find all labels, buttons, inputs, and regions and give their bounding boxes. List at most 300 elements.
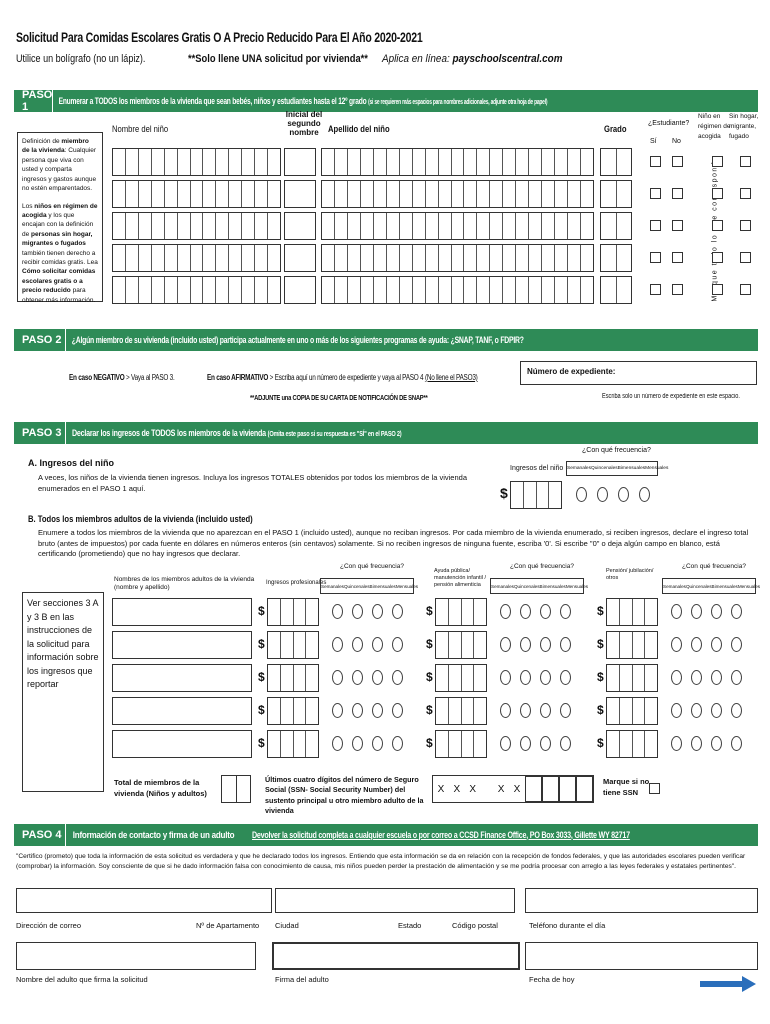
freq-radio[interactable] bbox=[332, 703, 343, 718]
char-cell bbox=[601, 181, 617, 207]
char-cell bbox=[361, 245, 374, 271]
char-cell bbox=[555, 181, 568, 207]
char-cell bbox=[426, 213, 439, 239]
char-cell bbox=[361, 213, 374, 239]
freq-radio[interactable] bbox=[520, 670, 531, 685]
paso1-step: PASO 1 bbox=[14, 90, 53, 112]
child-first-name[interactable] bbox=[112, 276, 281, 304]
char-cell bbox=[529, 181, 542, 207]
paso4-text: Información de contacto y firma de un adulto bbox=[72, 829, 235, 841]
freq-radio[interactable] bbox=[711, 703, 722, 718]
char-cell bbox=[439, 277, 452, 303]
work-income-field[interactable] bbox=[267, 598, 319, 626]
freq-radio[interactable] bbox=[352, 604, 363, 619]
char-cell bbox=[335, 277, 348, 303]
assist-income-field[interactable] bbox=[435, 631, 487, 659]
next-page-arrow-icon[interactable] bbox=[700, 976, 756, 992]
ssn-field[interactable] bbox=[432, 775, 594, 803]
foster-checkbox[interactable] bbox=[712, 284, 723, 295]
child-last-name[interactable] bbox=[321, 276, 594, 304]
signature-input[interactable] bbox=[272, 942, 520, 970]
address-label: Dirección de correo bbox=[16, 921, 82, 930]
char-cell bbox=[449, 599, 462, 625]
student-yes-checkbox[interactable] bbox=[650, 284, 661, 295]
pension-income-field[interactable] bbox=[606, 631, 658, 659]
char-cell bbox=[285, 245, 315, 271]
child-initial[interactable] bbox=[284, 276, 316, 304]
child-grade[interactable] bbox=[600, 276, 632, 304]
freq-radio[interactable] bbox=[540, 703, 551, 718]
homeless-checkbox[interactable] bbox=[740, 220, 751, 231]
child-initial[interactable] bbox=[284, 244, 316, 272]
char-cell bbox=[306, 632, 318, 658]
freq-radio[interactable] bbox=[520, 637, 531, 652]
char-cell bbox=[400, 245, 413, 271]
char-cell bbox=[464, 245, 477, 271]
freq-radio[interactable] bbox=[711, 604, 722, 619]
freq-radio[interactable] bbox=[731, 670, 742, 685]
assist-income-field[interactable] bbox=[435, 664, 487, 692]
freq-radio[interactable] bbox=[520, 736, 531, 751]
freq-radio[interactable] bbox=[576, 487, 587, 502]
member-definition: Definición de miembro de la vivienda: Cualquier persona que viva con usted y comparta ingresos y gastos aunque no estén emparentados. bbox=[22, 138, 97, 193]
date-label: Fecha de hoy bbox=[529, 975, 575, 984]
char-cell bbox=[645, 731, 657, 757]
freq-radio[interactable] bbox=[500, 670, 511, 685]
freq-option-label: Bimensuales bbox=[711, 583, 738, 589]
income-side-note: Ver secciones 3 A y 3 B en las instrucciones de la solicitud para información sobre los ingresos que reportar bbox=[22, 592, 104, 792]
freq-radio[interactable] bbox=[352, 703, 363, 718]
assist-income-field[interactable] bbox=[435, 697, 487, 725]
foster-checkbox[interactable] bbox=[712, 188, 723, 199]
char-cell bbox=[503, 149, 516, 175]
signer-name-input[interactable] bbox=[16, 942, 256, 970]
freq-radio[interactable] bbox=[540, 604, 551, 619]
certify-text: "Certifico (prometo) que toda la información de esta solicitud es verdadera y que he declarado todos los ingresos. Entiendo que esta información se da en relación con la recepción de fondos federales, y que las autoridades escolares pueden verificar (comprobar) la información. Soy consciente de que si he dado información falsa con conocimiento de causa, mis niños pueden perder la prestación de alimentación y se me podría procesar con arreglo a las leyes federales y estatales pertinentes". bbox=[16, 853, 746, 870]
dollar-sign: $ bbox=[597, 670, 604, 684]
freq-radio[interactable] bbox=[711, 637, 722, 652]
child-grade[interactable] bbox=[600, 212, 632, 240]
paso1-title bbox=[53, 96, 547, 107]
char-cell bbox=[229, 181, 242, 207]
char-cell bbox=[126, 213, 139, 239]
freq-radio[interactable] bbox=[540, 736, 551, 751]
freq-radio[interactable] bbox=[392, 604, 403, 619]
char-cell bbox=[516, 277, 529, 303]
col-foster: Niño en régimen de acogida bbox=[698, 113, 731, 140]
freq-radio[interactable] bbox=[560, 703, 571, 718]
work-income-field[interactable] bbox=[267, 631, 319, 659]
freq-radio[interactable] bbox=[372, 736, 383, 751]
char-cell bbox=[255, 213, 268, 239]
section-a-text: A veces, los niños de la vivienda tienen ingresos. Incluya los ingresos TOTALES obtenidos por todos los miembros de la vivienda enumerados en el PASO 1 aquí. bbox=[38, 473, 467, 494]
char-cell bbox=[348, 245, 361, 271]
freq-radio[interactable] bbox=[691, 736, 702, 751]
char-cell bbox=[242, 181, 255, 207]
freq-radio[interactable] bbox=[332, 604, 343, 619]
char-cell bbox=[152, 277, 165, 303]
char-cell bbox=[203, 277, 216, 303]
case-number-label: Número de expediente: bbox=[527, 367, 616, 376]
freq-radio[interactable] bbox=[731, 604, 742, 619]
char-cell bbox=[474, 599, 486, 625]
no-ssn-checkbox[interactable] bbox=[649, 783, 660, 794]
char-cell bbox=[255, 245, 268, 271]
char-cell bbox=[490, 245, 503, 271]
work-income-field[interactable] bbox=[267, 697, 319, 725]
pension-income-field[interactable] bbox=[606, 664, 658, 692]
child-grade[interactable] bbox=[600, 148, 632, 176]
char-cell bbox=[306, 665, 318, 691]
dollar-sign: $ bbox=[258, 736, 265, 750]
char-cell bbox=[617, 149, 632, 175]
city-input[interactable] bbox=[275, 888, 515, 913]
adult-name-input[interactable] bbox=[112, 631, 252, 659]
freq-radio[interactable] bbox=[352, 736, 363, 751]
student-yes-checkbox[interactable] bbox=[650, 220, 661, 231]
char-cell bbox=[490, 181, 503, 207]
dollar-sign: $ bbox=[597, 604, 604, 618]
char-cell bbox=[413, 149, 426, 175]
section-a-title: A. Ingresos del niño bbox=[28, 458, 115, 468]
ssn-digit bbox=[525, 776, 542, 802]
child-grade[interactable] bbox=[600, 244, 632, 272]
paso1-bar bbox=[14, 90, 758, 112]
freq-option-label: Quincenales bbox=[685, 583, 712, 589]
freq-option-label: Bimensuales bbox=[539, 583, 566, 589]
total-members-box[interactable] bbox=[221, 775, 251, 803]
case-number-box[interactable] bbox=[520, 361, 757, 385]
char-cell bbox=[413, 181, 426, 207]
freq-radio[interactable] bbox=[392, 670, 403, 685]
case-note: Escriba solo un número de expediente en este espacio. bbox=[602, 393, 740, 400]
apply-online-url[interactable]: payschoolscentral.com bbox=[452, 53, 563, 65]
char-cell bbox=[452, 245, 465, 271]
page-title: Solicitud Para Comidas Escolares Gratis O A Precio Reducido Para El Año 2020-2021 bbox=[16, 30, 423, 45]
char-cell bbox=[617, 181, 632, 207]
student-yes-checkbox[interactable] bbox=[650, 156, 661, 167]
char-cell bbox=[449, 632, 462, 658]
freq-radio[interactable] bbox=[711, 736, 722, 751]
char-cell bbox=[601, 149, 617, 175]
freq-radio[interactable] bbox=[671, 703, 682, 718]
freq-radio[interactable] bbox=[560, 670, 571, 685]
char-cell bbox=[268, 665, 281, 691]
apply-online-label: Aplica en línea: bbox=[382, 53, 450, 65]
date-input[interactable] bbox=[525, 942, 758, 970]
char-cell bbox=[439, 213, 452, 239]
freq-radio[interactable] bbox=[332, 637, 343, 652]
freq-radio[interactable] bbox=[372, 670, 383, 685]
child-first-name[interactable] bbox=[112, 212, 281, 240]
freq-radio[interactable] bbox=[392, 637, 403, 652]
char-cell bbox=[449, 731, 462, 757]
child-last-name[interactable] bbox=[321, 212, 594, 240]
char-cell bbox=[516, 181, 529, 207]
char-cell bbox=[426, 149, 439, 175]
char-cell bbox=[335, 149, 348, 175]
child-initial[interactable] bbox=[284, 180, 316, 208]
char-cell bbox=[413, 213, 426, 239]
freq-radio[interactable] bbox=[540, 670, 551, 685]
student-no-checkbox[interactable] bbox=[672, 156, 683, 167]
char-cell bbox=[452, 277, 465, 303]
foster-checkbox[interactable] bbox=[712, 252, 723, 263]
col-child-name: Nombre del niño bbox=[112, 124, 169, 134]
char-cell bbox=[400, 213, 413, 239]
adult-name-input[interactable] bbox=[112, 664, 252, 692]
freq-radio[interactable] bbox=[372, 604, 383, 619]
char-cell bbox=[139, 277, 152, 303]
char-cell bbox=[542, 213, 555, 239]
char-cell bbox=[374, 277, 387, 303]
work-income-field[interactable] bbox=[267, 730, 319, 758]
child-last-name[interactable] bbox=[321, 244, 594, 272]
freq-radio[interactable] bbox=[500, 637, 511, 652]
child-first-name[interactable] bbox=[112, 244, 281, 272]
freq-radio[interactable] bbox=[731, 736, 742, 751]
homeless-checkbox[interactable] bbox=[740, 156, 751, 167]
char-cell bbox=[285, 181, 315, 207]
char-cell bbox=[607, 599, 620, 625]
child-freq-header: Semanales Quincenales Bimensuales Mensuales bbox=[566, 461, 658, 476]
freq-radio[interactable] bbox=[560, 736, 571, 751]
freq-radio[interactable] bbox=[392, 703, 403, 718]
paso4-return: Devolver la solicitud completa a cualquier escuela o por correo a CCSD Finance Office, PO Box 3033, Gillette WY 82717 bbox=[252, 829, 630, 841]
child-grade[interactable] bbox=[600, 180, 632, 208]
char-cell bbox=[281, 731, 294, 757]
char-cell bbox=[607, 665, 620, 691]
paso2-step: PASO 2 bbox=[14, 329, 66, 351]
freq-radio[interactable] bbox=[560, 637, 571, 652]
paso3-title bbox=[66, 428, 401, 439]
phone-input[interactable] bbox=[525, 888, 758, 913]
freq-label: ¿Con qué frecuencia? bbox=[340, 563, 404, 570]
adult-name-input[interactable] bbox=[112, 697, 252, 725]
char-cell bbox=[285, 213, 315, 239]
ssn-digit bbox=[559, 776, 576, 802]
char-cell bbox=[449, 698, 462, 724]
freq-radio[interactable] bbox=[731, 637, 742, 652]
adult-name-input[interactable] bbox=[112, 730, 252, 758]
char-cell bbox=[322, 277, 335, 303]
freq-radio[interactable] bbox=[500, 604, 511, 619]
freq-radio[interactable] bbox=[597, 487, 608, 502]
char-cell bbox=[335, 245, 348, 271]
char-cell bbox=[374, 149, 387, 175]
freq-radio[interactable] bbox=[392, 736, 403, 751]
freq-option-label: Semanales bbox=[663, 583, 686, 589]
freq-radio[interactable] bbox=[691, 670, 702, 685]
ssn-digit: X bbox=[437, 783, 445, 795]
freq-radio[interactable] bbox=[500, 703, 511, 718]
student-no-checkbox[interactable] bbox=[672, 220, 683, 231]
char-cell bbox=[203, 149, 216, 175]
col-grade: Grado bbox=[604, 124, 627, 134]
char-cell bbox=[113, 181, 126, 207]
char-cell bbox=[281, 599, 294, 625]
pen-note: Utilice un bolígrafo (no un lápiz). bbox=[16, 53, 146, 65]
phone-label: Teléfono durante el día bbox=[529, 921, 606, 930]
freq-radio[interactable] bbox=[671, 736, 682, 751]
signature-label: Firma del adulto bbox=[275, 975, 329, 984]
char-cell bbox=[620, 665, 633, 691]
char-cell bbox=[255, 181, 268, 207]
ssn-digit bbox=[576, 776, 593, 802]
student-no-checkbox[interactable] bbox=[672, 188, 683, 199]
char-cell bbox=[387, 277, 400, 303]
char-cell bbox=[464, 149, 477, 175]
char-cell bbox=[524, 482, 537, 508]
freq-radio[interactable] bbox=[520, 604, 531, 619]
homeless-checkbox[interactable] bbox=[740, 284, 751, 295]
ssn-label: Últimos cuatro dígitos del número de Seguro Social (SSN- Social Security Number) del sustento principal u otro miembro adulto de la vivienda bbox=[265, 775, 424, 816]
freq-radio[interactable] bbox=[731, 703, 742, 718]
freq-radio[interactable] bbox=[691, 703, 702, 718]
city-label: Ciudad bbox=[275, 921, 299, 930]
char-cell bbox=[581, 213, 593, 239]
freq-radio[interactable] bbox=[691, 637, 702, 652]
char-cell bbox=[620, 632, 633, 658]
freq-option-label: Bimensuales bbox=[369, 583, 396, 589]
char-cell bbox=[268, 731, 281, 757]
freq-radio[interactable] bbox=[671, 604, 682, 619]
paso2-text: ¿Algún miembro de su vivienda (incluido usted) participa actualmente en uno o más de los siguientes programas de ayuda: ¿SNAP, TANF, o FDPIR? bbox=[71, 334, 524, 346]
student-yes-checkbox[interactable] bbox=[650, 252, 661, 263]
char-cell bbox=[178, 213, 191, 239]
char-cell bbox=[555, 277, 568, 303]
freq-radio[interactable] bbox=[372, 703, 383, 718]
child-last-name[interactable] bbox=[321, 180, 594, 208]
char-cell bbox=[203, 213, 216, 239]
col-yes: Sí bbox=[650, 138, 657, 145]
char-cell bbox=[537, 482, 550, 508]
freq-radio[interactable] bbox=[500, 736, 511, 751]
char-cell bbox=[620, 698, 633, 724]
char-cell bbox=[126, 149, 139, 175]
adult-name-input[interactable] bbox=[112, 598, 252, 626]
char-cell bbox=[216, 181, 229, 207]
freq-radio[interactable] bbox=[691, 604, 702, 619]
char-cell bbox=[361, 149, 374, 175]
char-cell bbox=[474, 731, 486, 757]
freq-radio[interactable] bbox=[618, 487, 629, 502]
freq-radio[interactable] bbox=[639, 487, 650, 502]
freq-radio[interactable] bbox=[671, 670, 682, 685]
char-cell bbox=[620, 599, 633, 625]
char-cell bbox=[645, 599, 657, 625]
child-first-name[interactable] bbox=[112, 148, 281, 176]
dollar-sign: $ bbox=[258, 670, 265, 684]
child-first-name[interactable] bbox=[112, 180, 281, 208]
char-cell bbox=[281, 632, 294, 658]
char-cell bbox=[555, 149, 568, 175]
homeless-checkbox[interactable] bbox=[740, 188, 751, 199]
freq-radio[interactable] bbox=[520, 703, 531, 718]
freq-radio[interactable] bbox=[560, 604, 571, 619]
pension-income-field[interactable] bbox=[606, 730, 658, 758]
char-cell bbox=[436, 731, 449, 757]
char-cell bbox=[322, 181, 335, 207]
dollar-sign: $ bbox=[426, 736, 433, 750]
col-initial: Inicial del segundo nombre bbox=[285, 110, 323, 137]
char-cell bbox=[542, 277, 555, 303]
char-cell bbox=[490, 277, 503, 303]
address-input[interactable] bbox=[16, 888, 272, 913]
state-label: Estado bbox=[398, 921, 422, 930]
child-last-name[interactable] bbox=[321, 148, 594, 176]
char-cell bbox=[490, 213, 503, 239]
char-cell bbox=[361, 181, 374, 207]
char-cell bbox=[374, 245, 387, 271]
pension-income-field[interactable] bbox=[606, 598, 658, 626]
pension-income-field[interactable] bbox=[606, 697, 658, 725]
char-cell bbox=[216, 277, 229, 303]
char-cell bbox=[633, 698, 646, 724]
char-cell bbox=[581, 277, 593, 303]
dollar-sign: $ bbox=[597, 637, 604, 651]
char-cell bbox=[348, 181, 361, 207]
freq-radio[interactable] bbox=[352, 670, 363, 685]
char-cell bbox=[400, 277, 413, 303]
freq-radio[interactable] bbox=[671, 637, 682, 652]
char-cell bbox=[436, 599, 449, 625]
assist-label: Ayuda pública/ manutención infantil / pensión alimenticia bbox=[434, 568, 486, 589]
freq-radio[interactable] bbox=[332, 736, 343, 751]
freq-radio[interactable] bbox=[372, 637, 383, 652]
char-cell bbox=[464, 181, 477, 207]
char-cell bbox=[633, 632, 646, 658]
char-cell bbox=[477, 181, 490, 207]
freq-radio[interactable] bbox=[711, 670, 722, 685]
homeless-checkbox[interactable] bbox=[740, 252, 751, 263]
foster-checkbox[interactable] bbox=[712, 220, 723, 231]
paso3-bar bbox=[14, 422, 758, 444]
char-cell bbox=[620, 731, 633, 757]
assist-income-field[interactable] bbox=[435, 598, 487, 626]
foster-checkbox[interactable] bbox=[712, 156, 723, 167]
char-cell bbox=[601, 277, 617, 303]
char-cell bbox=[452, 181, 465, 207]
assist-income-field[interactable] bbox=[435, 730, 487, 758]
dollar-sign: $ bbox=[426, 670, 433, 684]
char-cell bbox=[242, 213, 255, 239]
freq-radio[interactable] bbox=[540, 637, 551, 652]
char-cell bbox=[601, 245, 617, 271]
char-cell bbox=[216, 149, 229, 175]
char-cell bbox=[178, 149, 191, 175]
work-income-field[interactable] bbox=[267, 664, 319, 692]
char-cell bbox=[322, 149, 335, 175]
col-homeless: Sin hogar, migrante, fugado bbox=[729, 113, 759, 140]
freq-radio[interactable] bbox=[332, 670, 343, 685]
student-no-checkbox[interactable] bbox=[672, 284, 683, 295]
child-initial[interactable] bbox=[284, 148, 316, 176]
student-yes-checkbox[interactable] bbox=[650, 188, 661, 199]
student-no-checkbox[interactable] bbox=[672, 252, 683, 263]
char-cell bbox=[387, 149, 400, 175]
char-cell bbox=[281, 665, 294, 691]
char-cell bbox=[601, 213, 617, 239]
child-initial[interactable] bbox=[284, 212, 316, 240]
char-cell bbox=[191, 245, 204, 271]
child-income-boxes-field[interactable] bbox=[510, 481, 562, 509]
char-cell bbox=[462, 698, 475, 724]
dollar-sign: $ bbox=[597, 703, 604, 717]
char-cell bbox=[374, 213, 387, 239]
work-income-label: Ingresos profesionales bbox=[266, 580, 327, 586]
freq-radio[interactable] bbox=[352, 637, 363, 652]
